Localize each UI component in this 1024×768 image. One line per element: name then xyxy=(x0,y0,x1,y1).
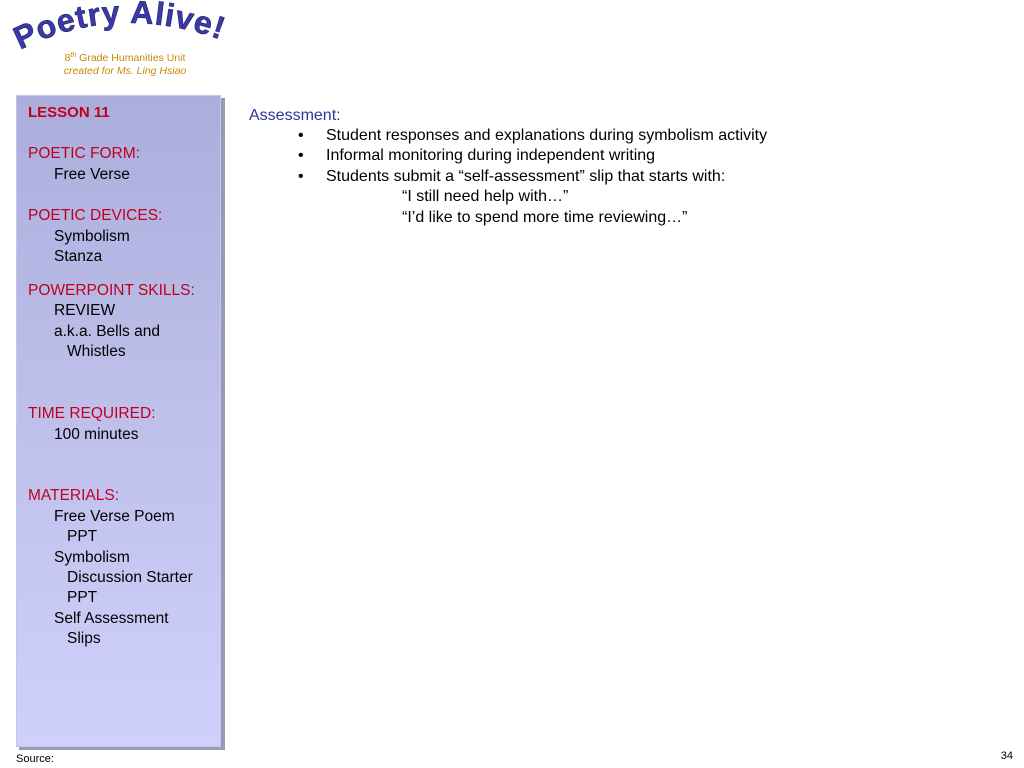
assessment-quote: “I’d like to spend more time reviewing…” xyxy=(402,209,688,226)
logo xyxy=(6,0,256,60)
assessment-quote: “I still need help with…” xyxy=(402,188,569,205)
material-item: Symbolism xyxy=(54,549,130,566)
subtitle-created: created for Ms. Ling Hsiao xyxy=(63,65,187,77)
assessment-bullet: Student responses and explanations during symbolism activity xyxy=(326,127,768,144)
subtitle-grade: 8th Grade Humanities Unit xyxy=(64,52,186,64)
materials-heading: MATERIALS: xyxy=(28,487,120,504)
time-required-item: 100 minutes xyxy=(54,426,139,443)
poetic-form-item: Free Verse xyxy=(54,166,130,183)
bullet-icon: • xyxy=(298,127,304,144)
material-item: Self Assessment xyxy=(54,610,169,627)
poetic-device-item: Symbolism xyxy=(54,228,130,245)
poetic-form-heading: POETIC FORM: xyxy=(28,145,140,162)
time-required-heading: TIME REQUIRED: xyxy=(28,405,156,422)
bullet-icon: • xyxy=(298,147,304,164)
material-item: PPT xyxy=(67,589,98,606)
material-item: Slips xyxy=(67,630,101,647)
lesson-sidebar xyxy=(16,95,221,747)
assessment-bullet: Informal monitoring during independent writing xyxy=(326,147,656,164)
material-item: PPT xyxy=(67,528,98,545)
poetic-device-item: Stanza xyxy=(54,248,103,265)
powerpoint-skills-heading: POWERPOINT SKILLS: xyxy=(28,282,195,299)
material-item: Discussion Starter xyxy=(67,569,193,586)
powerpoint-skill-item: REVIEW xyxy=(54,302,116,319)
lesson-number: LESSON 11 xyxy=(28,104,110,121)
page-number: 34 xyxy=(1000,750,1013,762)
powerpoint-skill-item: Whistles xyxy=(67,343,126,360)
logo-text: Poetry Alive! xyxy=(7,0,231,57)
assessment-bullet: Students submit a “self-assessment” slip that starts with: xyxy=(326,168,726,185)
source-label: Source: xyxy=(16,753,54,765)
poetic-devices-heading: POETIC DEVICES: xyxy=(28,207,163,224)
bullet-icon: • xyxy=(298,168,304,185)
material-item: Free Verse Poem xyxy=(54,508,175,525)
assessment-title: Assessment: xyxy=(249,107,341,124)
powerpoint-skill-item: a.k.a. Bells and xyxy=(54,323,160,340)
